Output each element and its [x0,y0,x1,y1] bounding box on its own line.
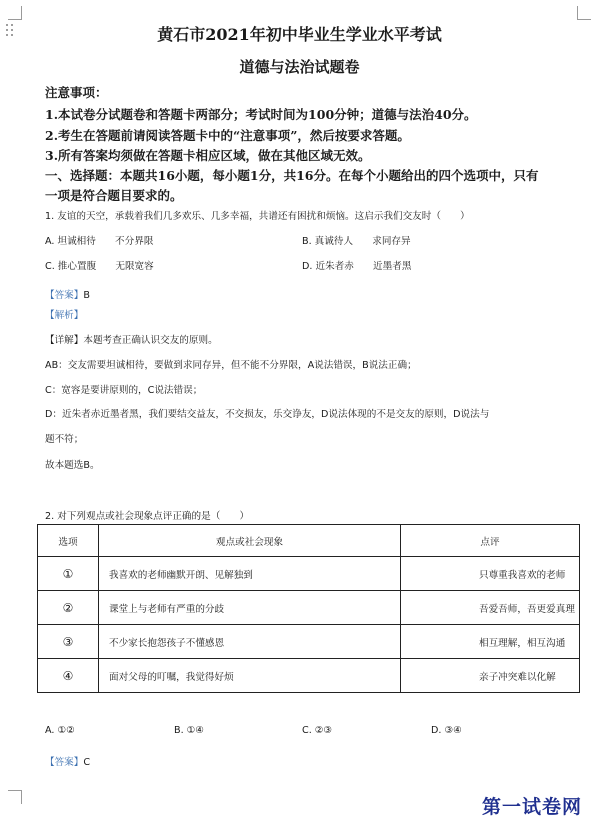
q1-answer [45,283,90,302]
crop-mark [21,6,22,20]
crop-mark [8,790,22,791]
q1-explain-line: 【详解】本题考查正确认识交友的原则。 [45,335,218,346]
q1-explain-line: C：宽容是要讲原则的，C说法错误； [45,385,203,396]
table-cell: 课堂上与老师有严重的分歧 [99,591,401,625]
answer-tag: 【答案】 [45,290,84,301]
table-cell: 不少家长抱怨孩子不懂感恩 [99,625,401,659]
q2-option-b: B. ①④ [174,725,204,736]
q1-option-b: B. 真诚待人 求同存异 [302,236,411,247]
q2-option-d: D. ③④ [431,725,462,736]
table-cell: ② [38,591,99,625]
q2-table [37,524,580,693]
table-header-row [38,525,580,557]
q2-option-a: A. ①② [45,725,75,736]
table-header-cell: 观点或社会现象 [99,525,401,557]
table-cell: 吾爱吾师，吾更爱真理 [401,591,580,625]
q2-answer [45,750,90,769]
table-cell: 我喜欢的老师幽默开朗、见解独到 [99,557,401,591]
notes-heading: 注意事项： [45,85,108,100]
q1-option-d: D. 近朱者赤 近墨者黑 [302,261,412,272]
crop-mark [8,19,22,20]
table-cell: ③ [38,625,99,659]
table-cell: 面对父母的叮嘱，我觉得好烦 [99,659,401,693]
crop-mark [577,19,591,20]
table-header-cell: 点评 [401,525,580,557]
table-cell: 亲子冲突难以化解 [401,659,580,693]
table-header-cell: 选项 [38,525,99,557]
note-item: 2.考生在答题前请阅读答题卡中的“注意事项”，然后按要求答题。 [45,128,410,143]
question-1-stem: 1. 友谊的天空，承载着我们几多欢乐、几多幸福，共谱还有困扰和烦恼。这启示我们交友时（ ） [45,211,470,222]
question-2-stem: 2. 对下列观点或社会现象点评正确的是（ ） [45,511,250,522]
table-cell: ① [38,557,99,591]
answer-tag: 【答案】 [45,757,84,768]
watermark-logo: 第一试卷网 [482,796,583,818]
table-cell: 相互理解，相互沟通 [401,625,580,659]
table-row [38,625,580,659]
section-heading-cont: 一项是符合题目要求的。 [45,188,183,203]
q1-explain-line: 故本题选B。 [45,460,100,471]
q1-explain-line: AB：交友需要坦诚相待，要做到求同存异，但不能不分界限，A说法错误，B说法正确； [45,360,417,371]
answer-value: B [83,290,90,301]
section-heading: 一、选择题：本题共16小题，每小题1分，共16分。在每个小题给出的四个选项中，只有 [45,168,539,183]
table-row [38,557,580,591]
table-cell: 只尊重我喜欢的老师 [401,557,580,591]
note-item: 3.所有答案均须做在答题卡相应区域，做在其他区域无效。 [45,148,371,163]
q1-explain-line: D：近朱者赤近墨者黑，我们要结交益友，不交损友，乐交诤友，D说法体现的不是交友的原则，D说法与 [45,409,490,420]
answer-value: C [83,757,91,768]
q1-analysis-tag: 【解析】 [45,310,84,321]
exam-subtitle: 道德与法治试题卷 [239,58,360,76]
q1-explain-line: 题不符； [45,434,84,445]
table-cell: ④ [38,659,99,693]
table-row [38,659,580,693]
crop-mark [577,6,578,20]
exam-title: 黄石市2021年初中毕业生学业水平考试 [157,25,442,44]
q2-option-c: C. ②③ [302,725,332,736]
crop-mark [21,790,22,804]
q1-option-a: A. 坦诚相待 不分界限 [45,236,154,247]
q1-option-c: C. 推心置腹 无限宽容 [45,261,154,272]
note-item: 1.本试卷分试题卷和答题卡两部分；考试时间为100分钟；道德与法治40分。 [45,107,477,122]
table-row [38,591,580,625]
